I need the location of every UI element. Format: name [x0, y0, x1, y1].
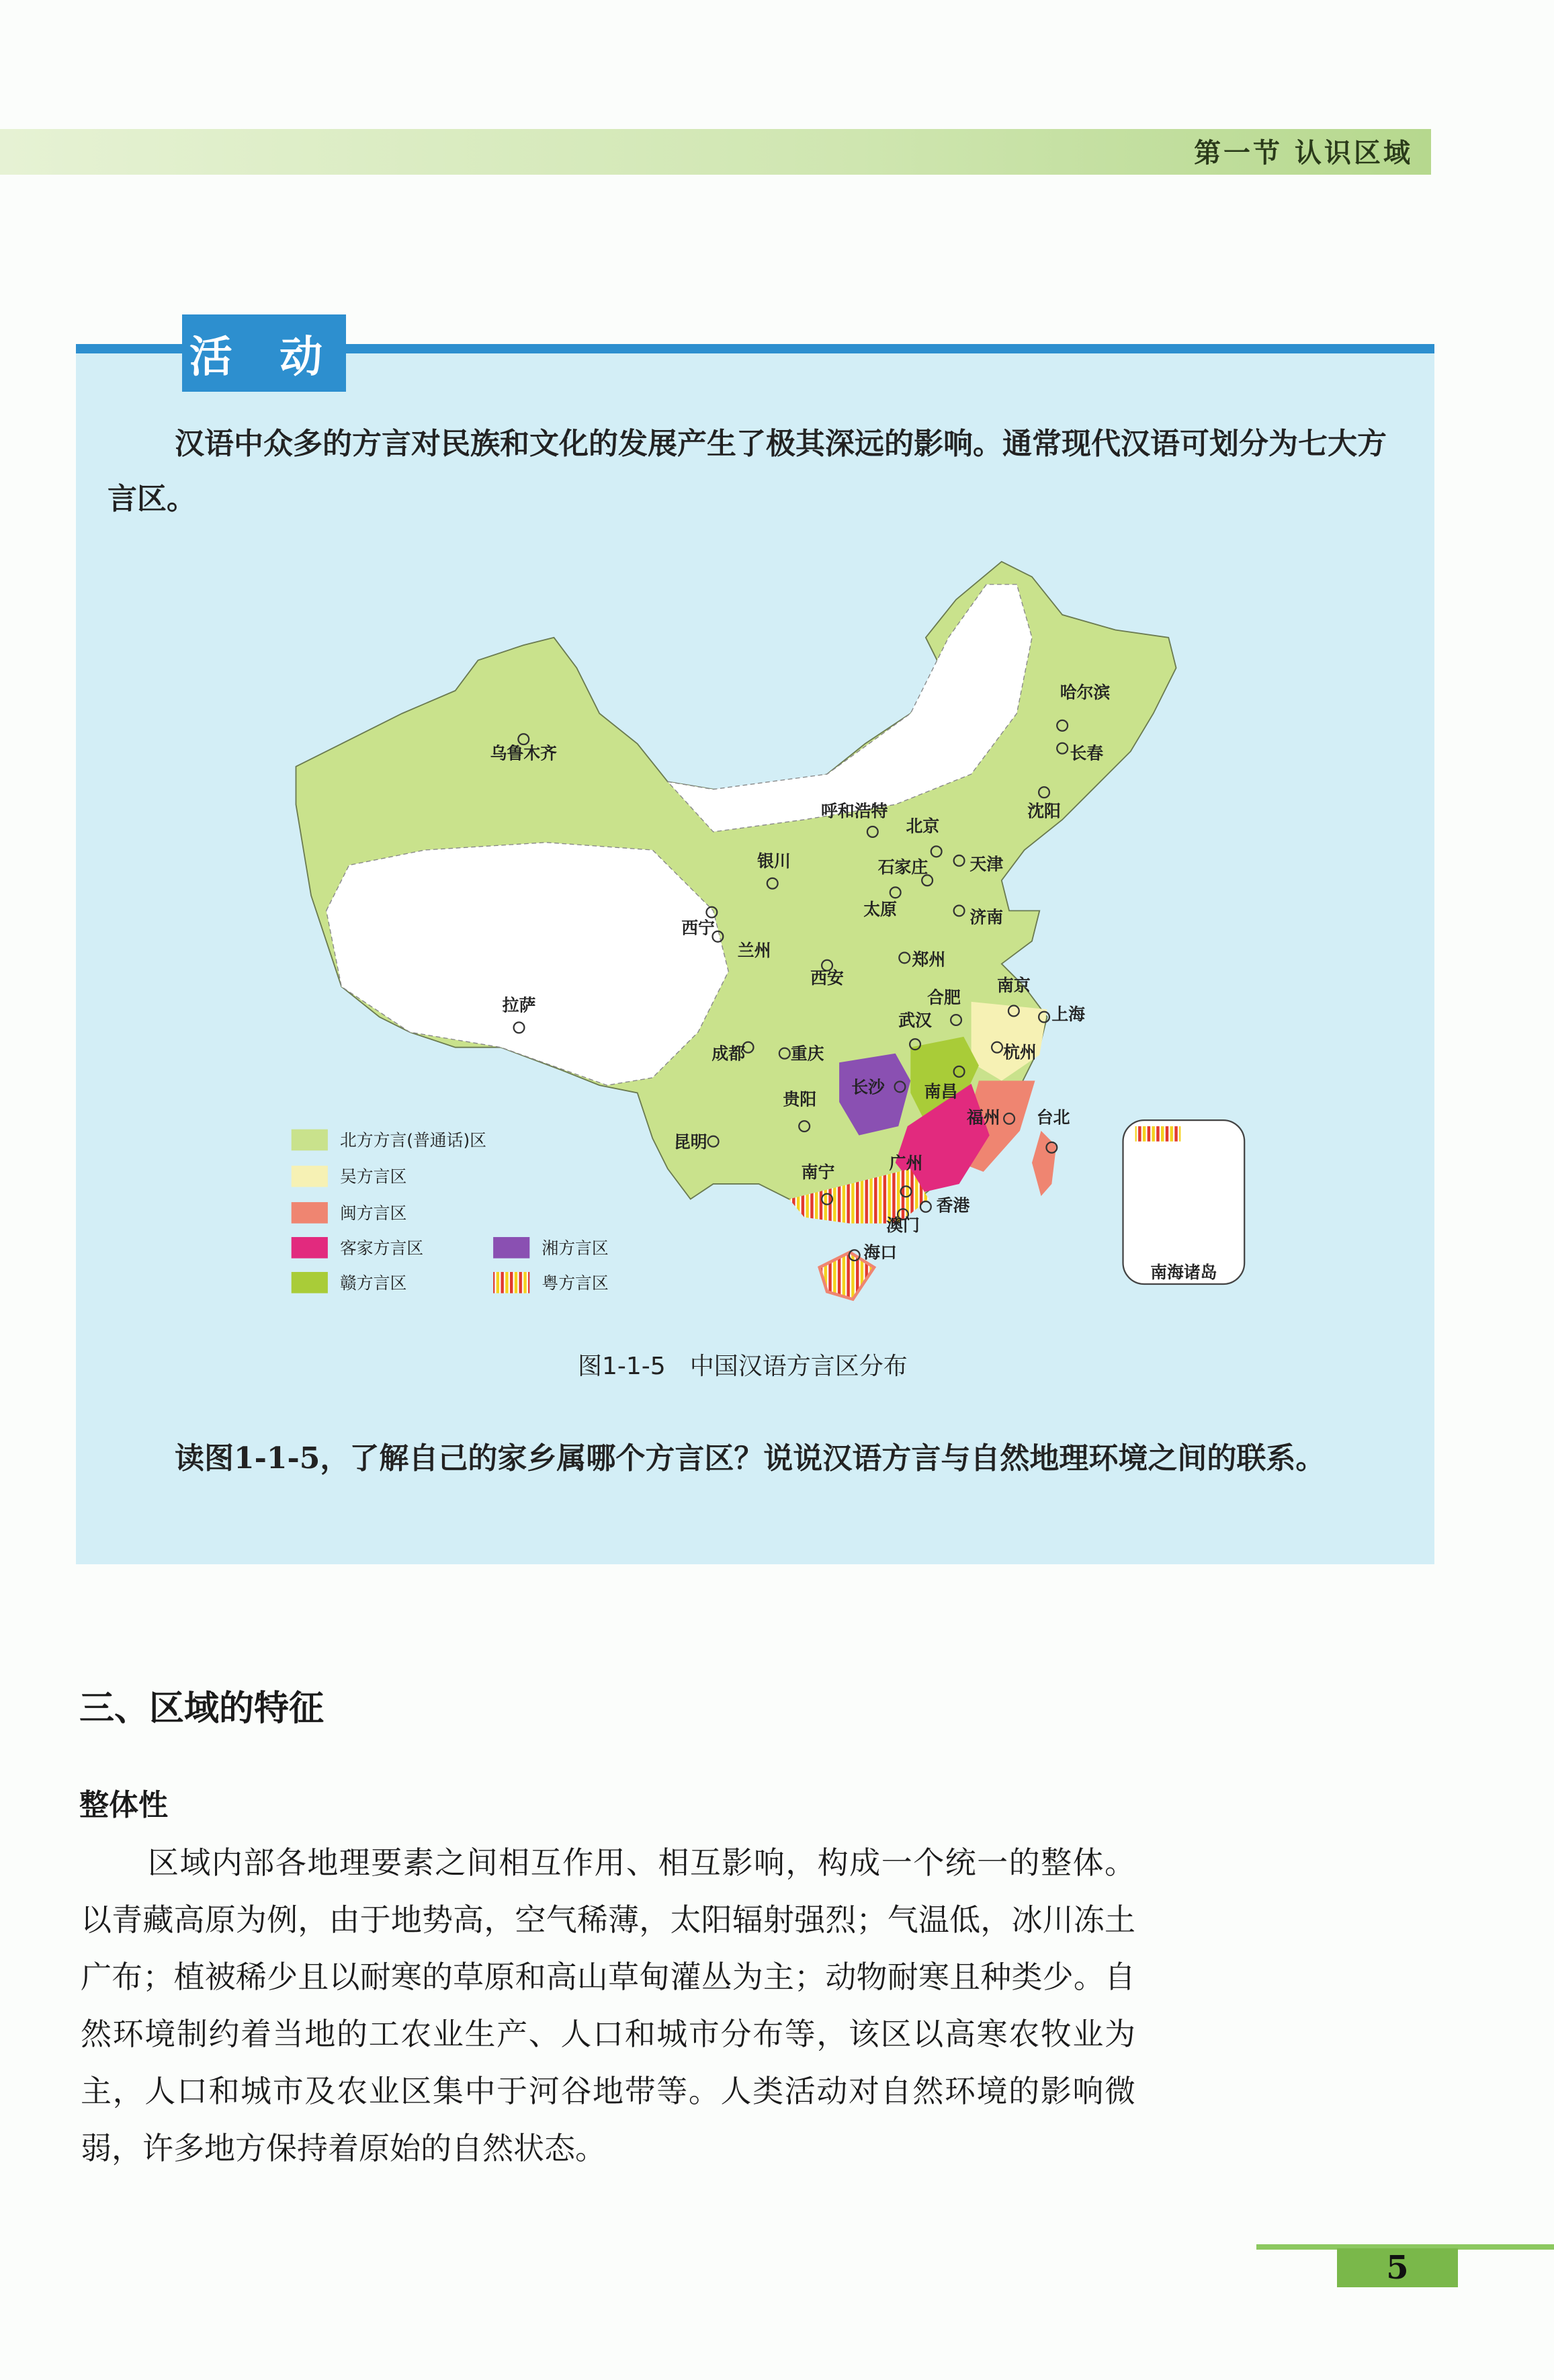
page-number: 5: [1337, 2248, 1458, 2287]
non-han-region-tibet: [327, 843, 729, 1085]
city-label: 拉萨: [502, 995, 536, 1015]
legend-swatch-xiang: [493, 1237, 529, 1259]
city-label: 南京: [997, 976, 1031, 996]
city-label: 长沙: [851, 1077, 885, 1097]
city-label: 郑州: [912, 949, 946, 970]
section-heading: 三、区域的特征: [79, 1689, 325, 1729]
activity-title-tab: 活 动: [182, 314, 346, 392]
city-label: 海口: [863, 1242, 897, 1263]
legend-label-north: 北方方言(普通话)区: [339, 1130, 486, 1150]
city-label: 北京: [906, 816, 940, 836]
city-label: 澳门: [886, 1215, 920, 1235]
city-label: 呼和浩特: [821, 801, 888, 821]
city-label: 成都: [711, 1044, 746, 1064]
city-label: 济南: [969, 907, 1004, 927]
taiwan-island: [1032, 1131, 1056, 1196]
activity-intro-text: 汉语中众多的方言对民族和文化的发展产生了极其深远的影响。通常现代汉语可划分为七大方言区。: [107, 427, 1387, 516]
city-label: 杭州: [1003, 1042, 1037, 1062]
city-label: 天津: [969, 854, 1004, 874]
city-label: 台北: [1036, 1107, 1070, 1128]
inset-label: 南海诸岛: [1150, 1263, 1217, 1283]
map-caption: 图1-1-5 中国汉语方言区分布: [578, 1353, 908, 1380]
city-label: 乌鲁木齐: [490, 743, 557, 763]
legend-label-wu: 吴方言区: [339, 1166, 407, 1187]
city-label: 石家庄: [877, 857, 929, 877]
legend-label-xiang: 湘方言区: [542, 1238, 609, 1258]
city-label: 福州: [966, 1107, 1000, 1128]
city-label: 长春: [1070, 743, 1104, 763]
city-label: 合肥: [927, 988, 961, 1008]
city-label: 香港: [936, 1195, 970, 1216]
legend-swatch-hakka: [292, 1237, 328, 1259]
activity-question: 读图1-1-5，了解自己的家乡属哪个方言区？说说汉语方言与自然地理环境之间的联系。: [175, 1441, 1326, 1476]
city-label: 重庆: [790, 1044, 824, 1064]
legend-label-yue: 粤方言区: [542, 1273, 609, 1293]
city-label: 银川: [757, 851, 791, 871]
city-label: 南昌: [924, 1082, 958, 1102]
legend-label-hakka: 客家方言区: [339, 1238, 424, 1258]
city-label: 西安: [810, 968, 844, 988]
legend-swatch-yue: [493, 1272, 529, 1293]
sub-heading: 整体性: [79, 1788, 168, 1822]
city-marker: [920, 1201, 931, 1212]
legend-swatch-north: [292, 1130, 328, 1151]
city-label: 广州: [889, 1153, 923, 1173]
city-label: 贵阳: [783, 1089, 817, 1109]
city-label: 西宁: [681, 918, 715, 938]
legend-swatch-gan: [292, 1272, 328, 1293]
city-label: 哈尔滨: [1060, 683, 1111, 703]
map-legend: [292, 1130, 609, 1293]
city-label: 太原: [863, 900, 897, 920]
city-label: 沈阳: [1027, 801, 1061, 821]
city-label: 南宁: [801, 1162, 835, 1182]
legend-label-gan: 赣方言区: [339, 1273, 407, 1293]
south-china-sea-inset: [1123, 1120, 1245, 1284]
city-label: 上海: [1051, 1005, 1086, 1025]
section-header-title: 第一节 认识区域: [1194, 137, 1413, 169]
city-label: 昆明: [673, 1132, 707, 1152]
legend-label-min: 闽方言区: [339, 1203, 407, 1223]
body-paragraph: 区域内部各地理要素之间相互作用、相互影响，构成一个统一的整体。以青藏高原为例，由于地势高，空气稀薄，太阳辐射强烈；气温低，冰川冻土广布；植被稀少且以耐寒的草原和高山草甸灌丛为主；动物耐寒且种类少。自然环境制约着当地的工农业生产、人口和城市分布等，该区以高寒农牧业为主，人口和城市及农业区集中于河谷地带等。人类活动对自然环境的影响微弱，许多地方保持着原始的自然状态。: [81, 1844, 1135, 2166]
legend-swatch-wu: [292, 1166, 328, 1187]
legend-swatch-min: [292, 1202, 328, 1224]
city-label: 兰州: [737, 941, 771, 961]
city-label: 武汉: [898, 1011, 932, 1031]
